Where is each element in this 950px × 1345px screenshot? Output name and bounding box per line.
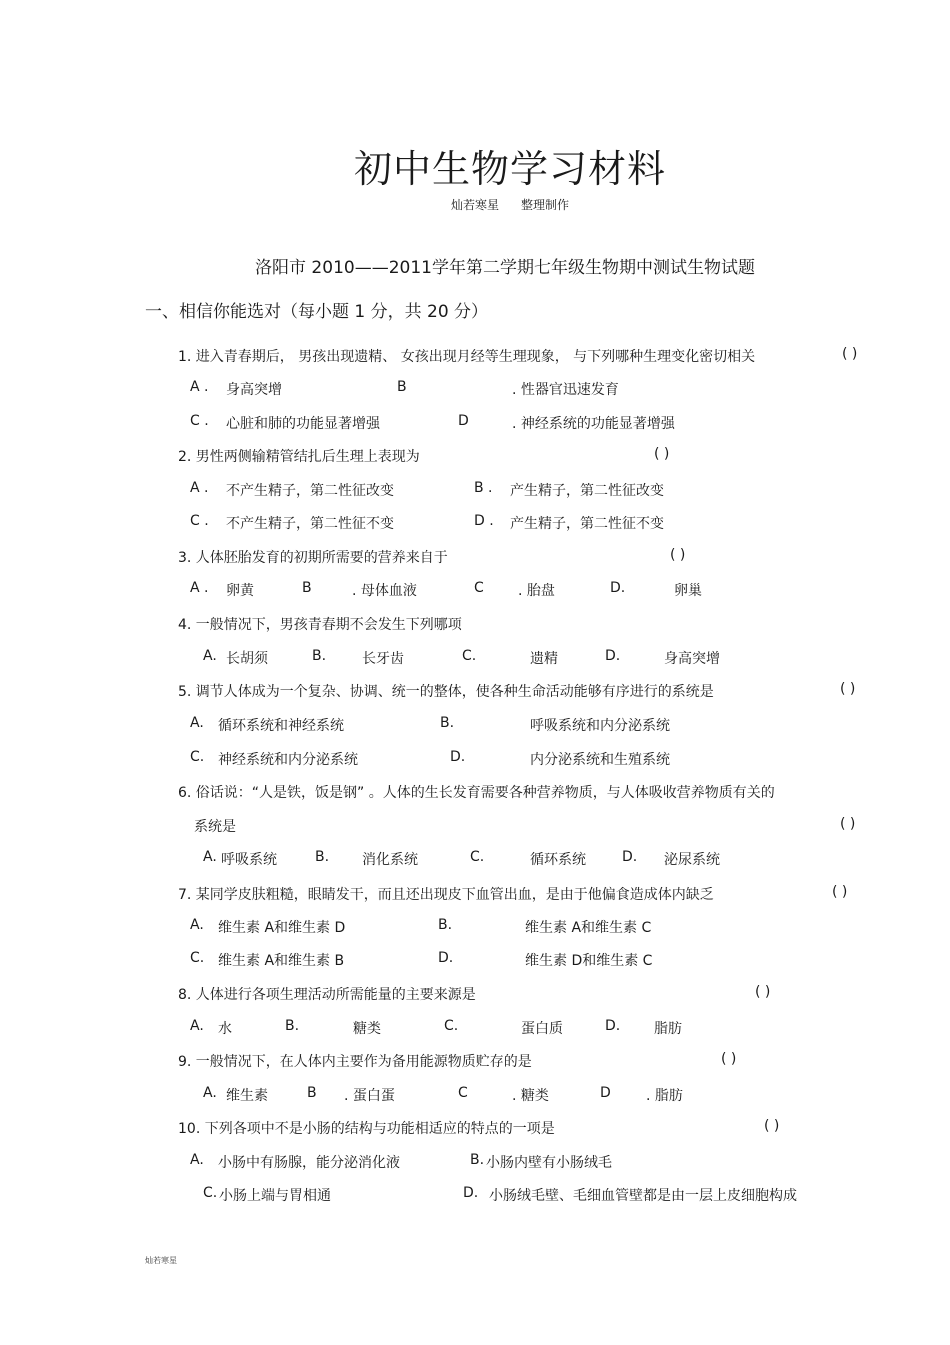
question-4: 4. 一般情况下，男孩青春期不会发生下列哪项 — [178, 617, 462, 633]
q6-option-c-letter: C. — [470, 849, 485, 865]
page-subtitle — [0, 196, 950, 213]
q4-option-d-letter: D. — [605, 648, 621, 664]
q1-option-b-letter: B — [397, 379, 407, 395]
q8-option-c-letter: C. — [444, 1018, 459, 1034]
q6-option-c-text: 循环系统 — [530, 852, 586, 868]
q3-option-b-text: . 母体血液 — [352, 583, 417, 599]
q1-option-c-text: 心脏和肺的功能显著增强 — [226, 416, 380, 432]
q9-option-a-text: 维生素 — [226, 1088, 268, 1104]
q9-option-b-letter: B — [307, 1085, 317, 1101]
q10-option-b-text: 小肠内壁有小肠绒毛 — [486, 1155, 612, 1171]
q6-option-b-letter: B. — [315, 849, 330, 865]
q3-option-a-letter: A . — [190, 580, 209, 596]
q4-option-c-letter: C. — [462, 648, 477, 664]
q5-option-a-letter: A. — [190, 715, 204, 731]
question-8: 8. 人体进行各项生理活动所需能量的主要来源是 — [178, 987, 476, 1003]
question-2: 2. 男性两侧输精管结扎后生理上表现为 — [178, 449, 420, 465]
q1-option-d-text: . 神经系统的功能显著增强 — [512, 416, 675, 432]
q1-option-a-text: 身高突增 — [226, 382, 282, 398]
q2-option-d-text: 产生精子，第二性征不变 — [510, 516, 664, 532]
q5-option-c-letter: C. — [190, 749, 205, 765]
page-footer: 灿若寒星 — [145, 1256, 177, 1265]
q2-option-a-letter: A . — [190, 480, 209, 496]
question-1: 1. 进入青春期后， 男孩出现遗精、 女孩出现月经等生理现象， 与下列哪种生理变化密切相关 — [178, 349, 756, 365]
q6-option-a-letter: A. — [203, 849, 217, 865]
q7-option-a-letter: A. — [190, 917, 204, 933]
q2-option-d-letter: D . — [474, 513, 494, 529]
question-5: 5. 调节人体成为一个复杂、协调、统一的整体，使各种生命活动能够有序进行的系统是 — [178, 684, 714, 700]
question-7: 7. 某同学皮肤粗糙，眼睛发干，而且还出现皮下血管出血，是由于他偏食造成体内缺乏 — [178, 887, 714, 903]
q7-option-d-text: 维生素 D和维生素 C — [525, 953, 653, 969]
q5-option-c-text: 神经系统和内分泌系统 — [218, 752, 358, 768]
answer-bracket-8: ( ) — [755, 984, 771, 1000]
q1-option-c-letter: C . — [190, 413, 209, 429]
q7-option-d-letter: D. — [438, 950, 454, 966]
q3-option-d-letter: D. — [610, 580, 626, 596]
q5-option-a-text: 循环系统和神经系统 — [218, 718, 344, 734]
q10-option-b-letter: B. — [470, 1152, 485, 1168]
q2-option-b-text: 产生精子，第二性征改变 — [510, 483, 664, 499]
exam-title: 洛阳市 2010——2011学年第二学期七年级生物期中测试生物试题 — [255, 258, 755, 278]
q4-option-b-text: 长牙齿 — [362, 651, 404, 667]
q9-option-d-letter: D — [600, 1085, 611, 1101]
credit-text: 整理制作 — [521, 198, 570, 212]
answer-bracket-5: ( ) — [840, 681, 856, 697]
q4-option-d-text: 身高突增 — [664, 651, 720, 667]
q8-option-a-text: 水 — [218, 1021, 232, 1037]
question-6: 6. 俗话说：“人是铁，饭是钢” 。人体的生长发育需要各种营养物质，与人体吸收营养物质有关的 — [178, 785, 775, 801]
page-title: 初中生物学习材料 — [353, 147, 666, 191]
q6-option-d-letter: D. — [622, 849, 638, 865]
q3-option-b-letter: B — [302, 580, 312, 596]
q3-option-c-text: . 胎盘 — [518, 583, 555, 599]
q3-option-c-letter: C — [474, 580, 484, 596]
q8-option-d-text: 脂肪 — [654, 1021, 682, 1037]
q7-option-c-text: 维生素 A和维生素 B — [218, 953, 345, 969]
q7-option-a-text: 维生素 A和维生素 D — [218, 920, 346, 936]
q1-option-a-letter: A . — [190, 379, 209, 395]
q10-option-a-letter: A. — [190, 1152, 204, 1168]
q1-option-d-letter: D — [458, 413, 469, 429]
q7-option-b-text: 维生素 A和维生素 C — [525, 920, 652, 936]
q10-option-d-letter: D. — [463, 1185, 479, 1201]
q10-option-d-text: 小肠绒毛壁、毛细血管壁都是由一层上皮细胞构成 — [489, 1188, 797, 1204]
q8-option-c-text: 蛋白质 — [521, 1021, 563, 1037]
q10-option-c-text: 小肠上端与胃相通 — [219, 1188, 331, 1204]
q2-option-b-letter: B . — [474, 480, 493, 496]
q10-option-a-text: 小肠中有肠腺，能分泌消化液 — [218, 1155, 400, 1171]
q9-option-a-letter: A. — [203, 1085, 217, 1101]
q2-option-a-text: 不产生精子，第二性征改变 — [226, 483, 394, 499]
q2-option-c-text: 不产生精子，第二性征不变 — [226, 516, 394, 532]
q4-option-c-text: 遗精 — [530, 651, 558, 667]
q9-option-b-text: . 蛋白蛋 — [344, 1088, 395, 1104]
q4-option-a-text: 长胡须 — [226, 651, 268, 667]
q6-option-d-text: 泌尿系统 — [664, 852, 720, 868]
author-name: 灿若寒星 — [450, 198, 499, 212]
q3-option-d-text: 卵巢 — [674, 583, 702, 599]
q9-option-c-letter: C — [458, 1085, 468, 1101]
q5-option-d-letter: D. — [450, 749, 466, 765]
answer-bracket-1: ( ) — [842, 346, 858, 362]
q4-option-b-letter: B. — [312, 648, 327, 664]
question-9: 9. 一般情况下，在人体内主要作为备用能源物质贮存的是 — [178, 1054, 532, 1070]
q5-option-d-text: 内分泌系统和生殖系统 — [530, 752, 670, 768]
q6-option-b-text: 消化系统 — [362, 852, 418, 868]
answer-bracket-3: ( ) — [670, 547, 686, 563]
q6-option-a-text: 呼吸系统 — [221, 852, 277, 868]
q7-option-c-letter: C. — [190, 950, 205, 966]
question-10: 10. 下列各项中不是小肠的结构与功能相适应的特点的一项是 — [178, 1121, 555, 1137]
section-heading: 一、相信你能选对（每小题 1 分，共 20 分） — [145, 302, 489, 322]
q8-option-b-letter: B. — [285, 1018, 300, 1034]
q8-option-a-letter: A. — [190, 1018, 204, 1034]
question-6-continued: 系统是 — [194, 819, 236, 835]
q3-option-a-text: 卵黄 — [226, 583, 254, 599]
q8-option-d-letter: D. — [605, 1018, 621, 1034]
q5-option-b-text: 呼吸系统和内分泌系统 — [530, 718, 670, 734]
q5-option-b-letter: B. — [440, 715, 455, 731]
answer-bracket-10: ( ) — [764, 1118, 780, 1134]
q8-option-b-text: 糖类 — [353, 1021, 381, 1037]
q9-option-d-text: . 脂肪 — [646, 1088, 683, 1104]
question-3: 3. 人体胚胎发育的初期所需要的营养来自于 — [178, 550, 448, 566]
answer-bracket-9: ( ) — [721, 1051, 737, 1067]
answer-bracket-7: ( ) — [832, 884, 848, 900]
q7-option-b-letter: B. — [438, 917, 453, 933]
answer-bracket-6: ( ) — [840, 816, 856, 832]
q9-option-c-text: . 糖类 — [512, 1088, 549, 1104]
q2-option-c-letter: C . — [190, 513, 209, 529]
q1-option-b-text: . 性器官迅速发育 — [512, 382, 619, 398]
answer-bracket-2: ( ) — [654, 446, 670, 462]
q10-option-c-letter: C. — [203, 1185, 218, 1201]
q4-option-a-letter: A. — [203, 648, 217, 664]
